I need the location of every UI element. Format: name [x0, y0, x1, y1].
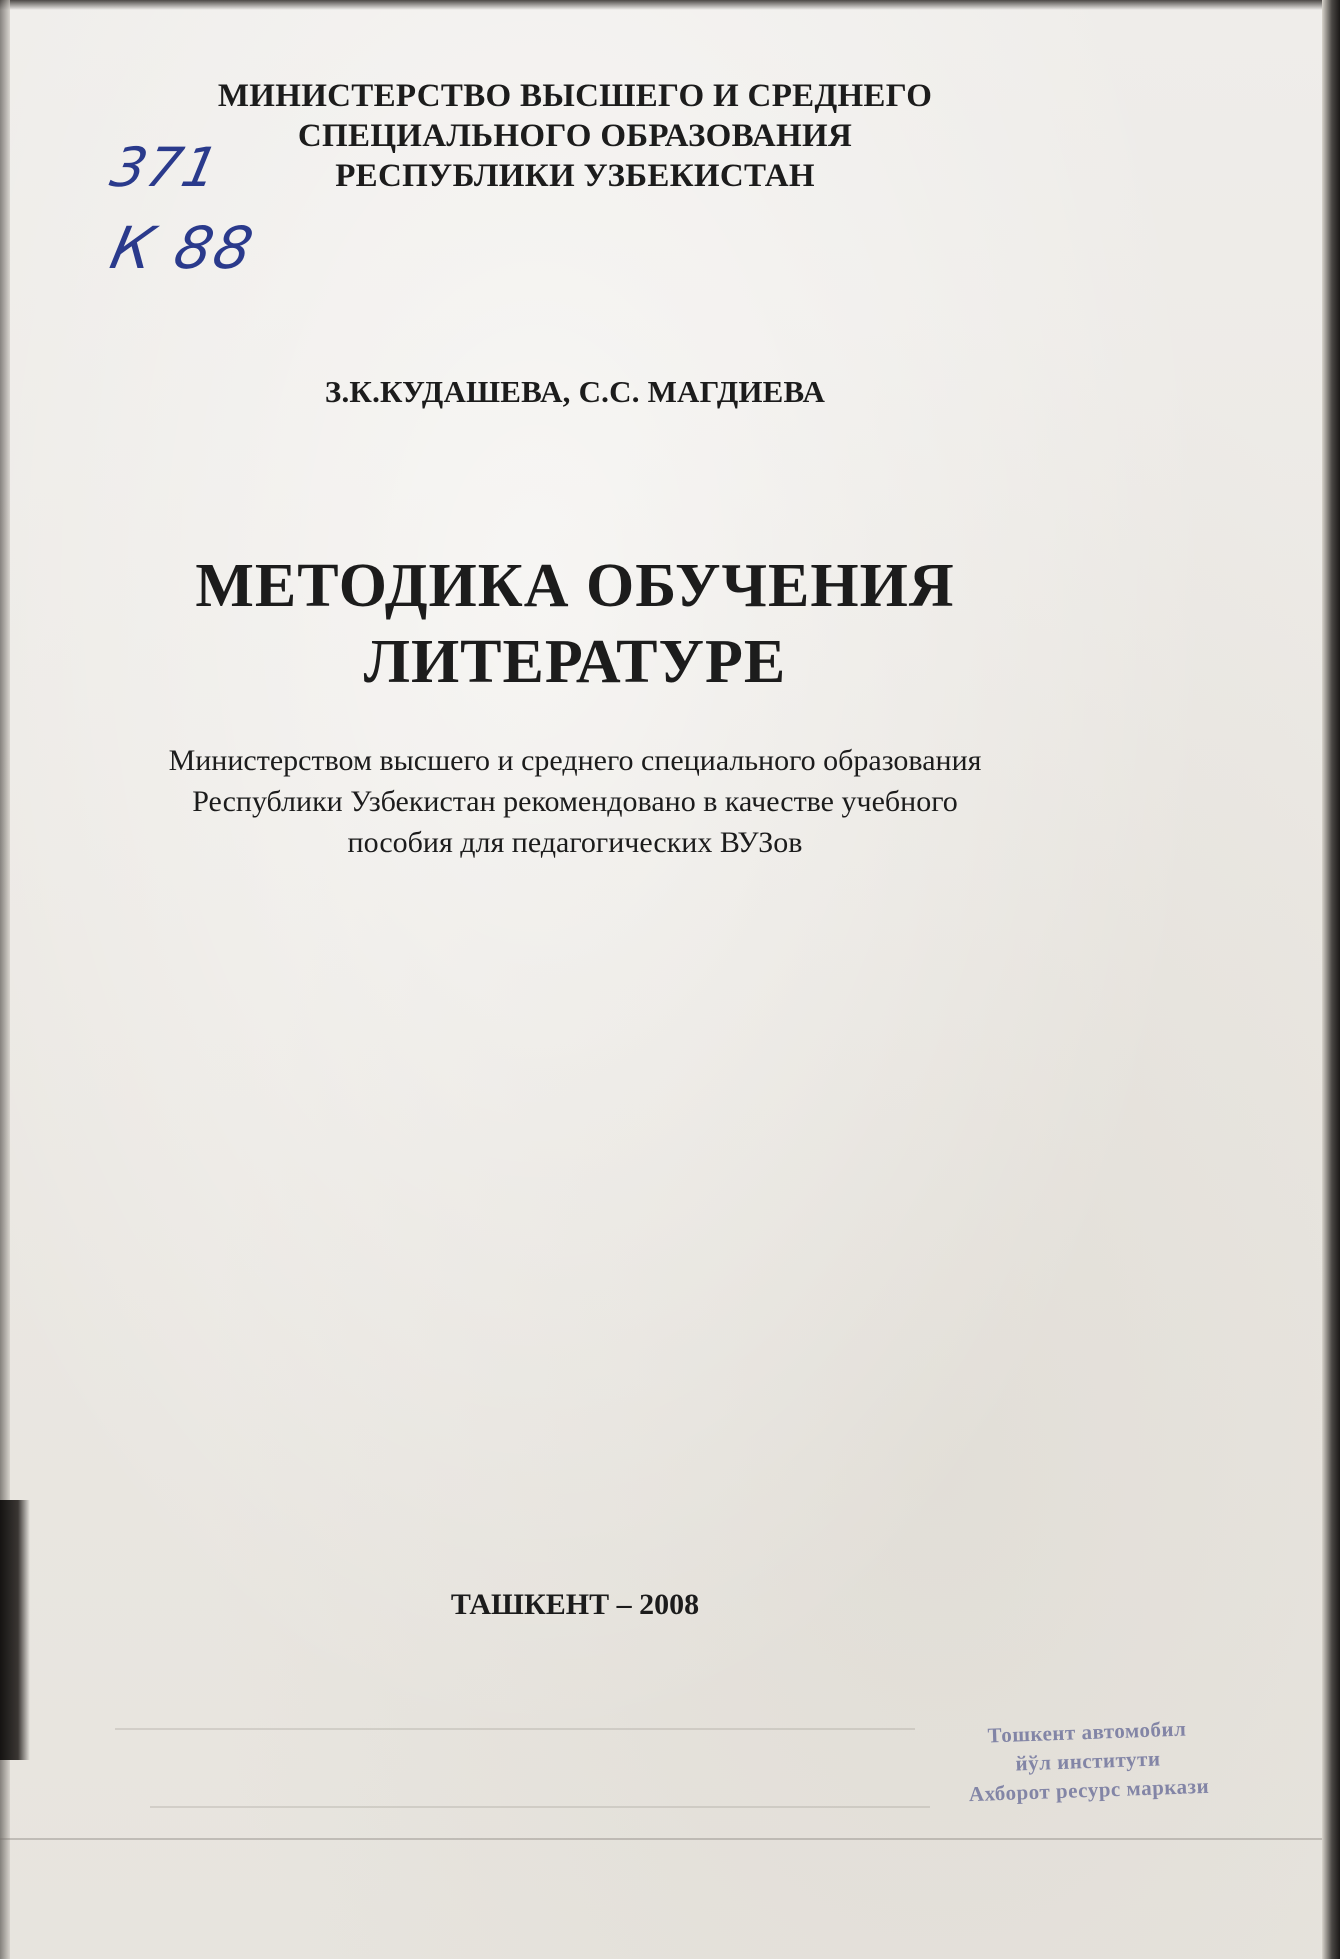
recommendation-line-1: Министерством высшего и среднего специального образования — [168, 744, 982, 777]
faint-rule — [115, 1728, 915, 1730]
stamp-line-3: Ахборот ресурс маркази — [968, 1773, 1210, 1807]
stamp-line-1: Тошкент автомобил — [987, 1716, 1187, 1748]
scan-edge-left-shadow — [0, 1500, 30, 1760]
book-title-line-1: МЕТОДИКА ОБУЧЕНИЯ — [195, 552, 955, 620]
handwritten-author-mark: К 88 — [104, 214, 261, 282]
recommendation-line-3: пособия для педагогических ВУЗов — [347, 826, 803, 859]
faint-rule — [150, 1806, 930, 1808]
recommendation-line-2: Республики Узбекистан рекомендовано в качестве учебного — [192, 785, 958, 818]
book-title — [0, 548, 1150, 700]
scan-edge-top — [0, 0, 1340, 10]
recommendation-note — [0, 740, 1150, 863]
page-fold — [0, 1838, 1322, 1840]
stamp-line-2: йўл институти — [1015, 1746, 1161, 1776]
book-title-line-2: ЛИТЕРАТУРЕ — [363, 628, 787, 696]
library-stamp — [947, 1713, 1230, 1810]
ministry-line-2: СПЕЦИАЛЬНОГО ОБРАЗОВАНИЯ — [297, 118, 853, 154]
handwritten-classification-code: 371 — [105, 136, 225, 199]
ministry-line-1: МИНИСТЕРСТВО ВЫСШЕГО И СРЕДНЕГО — [217, 78, 933, 114]
city-year: ТАШКЕНТ – 2008 — [450, 1588, 700, 1621]
ministry-line-3: РЕСПУБЛИКИ УЗБЕКИСТАН — [335, 158, 815, 194]
authors: З.К.КУДАШЕВА, С.С. МАГДИЕВА — [324, 374, 826, 409]
scan-edge-right — [1322, 0, 1340, 1959]
